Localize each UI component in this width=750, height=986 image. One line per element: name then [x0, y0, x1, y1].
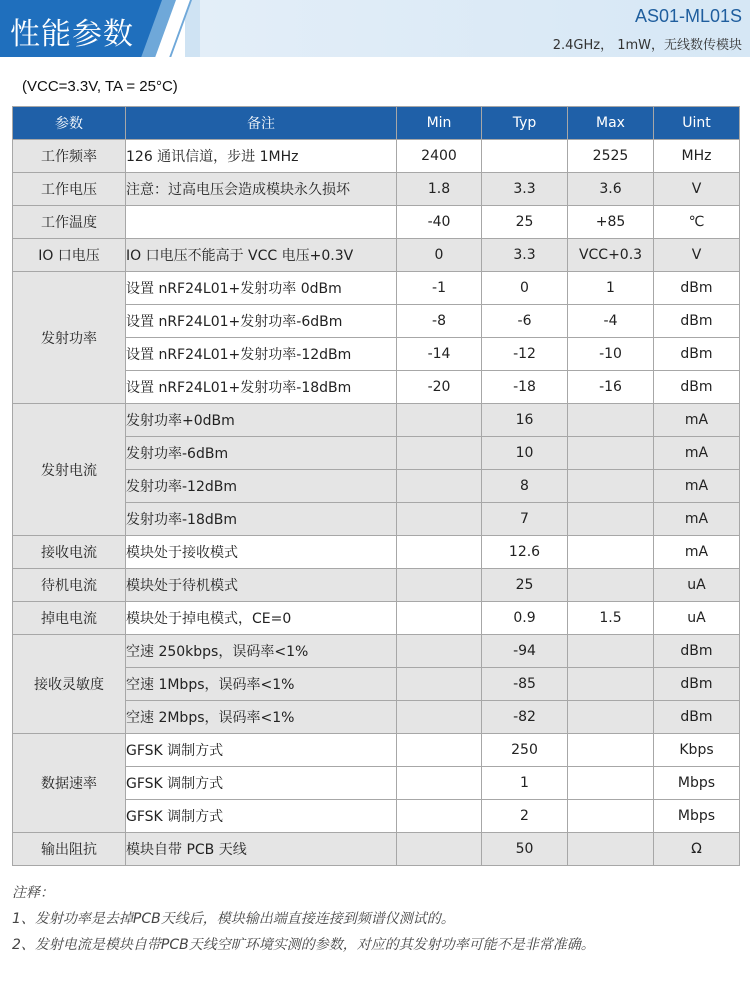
min-cell: -1 [397, 272, 482, 305]
table-row [13, 602, 740, 635]
param-name-cell: 工作电压 [13, 173, 126, 206]
column-header-max: Max [568, 107, 654, 140]
max-cell: -4 [568, 305, 654, 338]
min-cell [397, 701, 482, 734]
param-name-cell: 待机电流 [13, 569, 126, 602]
min-cell [397, 569, 482, 602]
table-row [13, 569, 740, 602]
max-cell [568, 404, 654, 437]
min-cell [397, 503, 482, 536]
unit-cell: V [654, 239, 740, 272]
column-header-unit: Uint [654, 107, 740, 140]
min-cell: 0 [397, 239, 482, 272]
unit-cell: dBm [654, 272, 740, 305]
typ-cell: 25 [482, 206, 568, 239]
max-cell [568, 503, 654, 536]
param-name-cell: 工作频率 [13, 140, 126, 173]
typ-cell: -12 [482, 338, 568, 371]
max-cell [568, 734, 654, 767]
note-cell: 注意：过高电压会造成模块永久损坏 [126, 173, 397, 206]
min-cell [397, 833, 482, 866]
param-name-cell: 输出阻抗 [13, 833, 126, 866]
note-cell [126, 206, 397, 239]
max-cell: -10 [568, 338, 654, 371]
max-cell [568, 701, 654, 734]
param-name-cell: 接收电流 [13, 536, 126, 569]
typ-cell: 10 [482, 437, 568, 470]
typ-cell: -18 [482, 371, 568, 404]
note-cell: 模块自带 PCB 天线 [126, 833, 397, 866]
min-cell: -20 [397, 371, 482, 404]
column-header-param: 参数 [13, 107, 126, 140]
note-cell: 模块处于接收模式 [126, 536, 397, 569]
max-cell [568, 800, 654, 833]
min-cell [397, 470, 482, 503]
min-cell [397, 635, 482, 668]
min-cell: -40 [397, 206, 482, 239]
typ-cell: 50 [482, 833, 568, 866]
param-name-cell: 发射功率 [13, 272, 126, 404]
unit-cell: mA [654, 470, 740, 503]
typ-cell: 1 [482, 767, 568, 800]
test-condition: (VCC=3.3V, TA = 25°C) [22, 78, 178, 95]
note-cell: 设置 nRF24L01+发射功率 0dBm [126, 272, 397, 305]
max-cell [568, 569, 654, 602]
table-header-row [13, 107, 740, 140]
min-cell [397, 404, 482, 437]
note-cell: 空速 1Mbps，误码率<1% [126, 668, 397, 701]
note-cell: GFSK 调制方式 [126, 800, 397, 833]
typ-cell: 250 [482, 734, 568, 767]
unit-cell: uA [654, 569, 740, 602]
note-item: 2、发射电流是模块自带PCB天线空旷环境实测的参数，对应的其发射功率可能不是非常准确。 [12, 937, 595, 953]
column-header-min: Min [397, 107, 482, 140]
table-row [13, 239, 740, 272]
table-row [13, 833, 740, 866]
table-row [13, 272, 740, 305]
max-cell [568, 437, 654, 470]
max-cell: 1 [568, 272, 654, 305]
table-row [13, 635, 740, 668]
max-cell [568, 470, 654, 503]
table-row [13, 140, 740, 173]
note-cell: 126 通讯信道，步进 1MHz [126, 140, 397, 173]
unit-cell: dBm [654, 668, 740, 701]
typ-cell: -6 [482, 305, 568, 338]
min-cell [397, 668, 482, 701]
note-cell: 发射功率-12dBm [126, 470, 397, 503]
max-cell [568, 767, 654, 800]
min-cell: 2400 [397, 140, 482, 173]
min-cell: 1.8 [397, 173, 482, 206]
param-name-cell: 发射电流 [13, 404, 126, 536]
max-cell: +85 [568, 206, 654, 239]
max-cell [568, 833, 654, 866]
note-cell: 设置 nRF24L01+发射功率-6dBm [126, 305, 397, 338]
unit-cell: Kbps [654, 734, 740, 767]
param-name-cell: 工作温度 [13, 206, 126, 239]
note-cell: 设置 nRF24L01+发射功率-18dBm [126, 371, 397, 404]
typ-cell: -94 [482, 635, 568, 668]
table-row [13, 206, 740, 239]
min-cell [397, 767, 482, 800]
note-cell: 模块处于掉电模式，CE=0 [126, 602, 397, 635]
note-cell: 空速 2Mbps，误码率<1% [126, 701, 397, 734]
typ-cell: 16 [482, 404, 568, 437]
spec-table-body [13, 140, 740, 866]
param-name-cell: 接收灵敏度 [13, 635, 126, 734]
column-header-note: 备注 [126, 107, 397, 140]
unit-cell: MHz [654, 140, 740, 173]
unit-cell: dBm [654, 305, 740, 338]
param-name-cell: 数据速率 [13, 734, 126, 833]
min-cell: -8 [397, 305, 482, 338]
notes-heading: 注释： [12, 885, 54, 901]
unit-cell: Mbps [654, 767, 740, 800]
max-cell [568, 668, 654, 701]
min-cell [397, 734, 482, 767]
max-cell: 3.6 [568, 173, 654, 206]
note-cell: 设置 nRF24L01+发射功率-12dBm [126, 338, 397, 371]
note-cell: GFSK 调制方式 [126, 734, 397, 767]
note-cell: GFSK 调制方式 [126, 767, 397, 800]
max-cell [568, 635, 654, 668]
typ-cell: 3.3 [482, 173, 568, 206]
note-cell: 模块处于待机模式 [126, 569, 397, 602]
table-row [13, 734, 740, 767]
typ-cell: 7 [482, 503, 568, 536]
param-name-cell: 掉电电流 [13, 602, 126, 635]
min-cell [397, 437, 482, 470]
unit-cell: mA [654, 536, 740, 569]
typ-cell: 8 [482, 470, 568, 503]
note-cell: 发射功率+0dBm [126, 404, 397, 437]
typ-cell: 0 [482, 272, 568, 305]
product-subtitle: 2.4GHz， 1mW，无线数传模块 [552, 38, 742, 53]
page-header [0, 0, 750, 57]
max-cell [568, 536, 654, 569]
typ-cell: 12.6 [482, 536, 568, 569]
max-cell: VCC+0.3 [568, 239, 654, 272]
max-cell: -16 [568, 371, 654, 404]
note-cell: 空速 250kbps，误码率<1% [126, 635, 397, 668]
param-name-cell: IO 口电压 [13, 239, 126, 272]
min-cell [397, 800, 482, 833]
note-cell: 发射功率-6dBm [126, 437, 397, 470]
notes-section [12, 880, 595, 958]
typ-cell: 0.9 [482, 602, 568, 635]
note-cell: IO 口电压不能高于 VCC 电压+0.3V [126, 239, 397, 272]
typ-cell: 2 [482, 800, 568, 833]
typ-cell: 3.3 [482, 239, 568, 272]
unit-cell: V [654, 173, 740, 206]
typ-cell: -82 [482, 701, 568, 734]
typ-cell: 25 [482, 569, 568, 602]
spec-table [12, 106, 740, 866]
model-number: AS01-ML01S [634, 6, 742, 26]
min-cell [397, 602, 482, 635]
unit-cell: mA [654, 404, 740, 437]
unit-cell: ℃ [654, 206, 740, 239]
unit-cell: mA [654, 437, 740, 470]
column-header-typ: Typ [482, 107, 568, 140]
min-cell: -14 [397, 338, 482, 371]
note-item: 1、发射功率是去掉PCB天线后，模块输出端直接连接到频谱仪测试的。 [12, 911, 455, 927]
unit-cell: Ω [654, 833, 740, 866]
typ-cell [482, 140, 568, 173]
note-cell: 发射功率-18dBm [126, 503, 397, 536]
unit-cell: Mbps [654, 800, 740, 833]
unit-cell: dBm [654, 338, 740, 371]
unit-cell: dBm [654, 371, 740, 404]
unit-cell: mA [654, 503, 740, 536]
unit-cell: uA [654, 602, 740, 635]
page-title: 性能参数 [10, 17, 134, 52]
unit-cell: dBm [654, 635, 740, 668]
table-row [13, 404, 740, 437]
max-cell: 2525 [568, 140, 654, 173]
typ-cell: -85 [482, 668, 568, 701]
table-row [13, 173, 740, 206]
table-row [13, 536, 740, 569]
max-cell: 1.5 [568, 602, 654, 635]
min-cell [397, 536, 482, 569]
unit-cell: dBm [654, 701, 740, 734]
